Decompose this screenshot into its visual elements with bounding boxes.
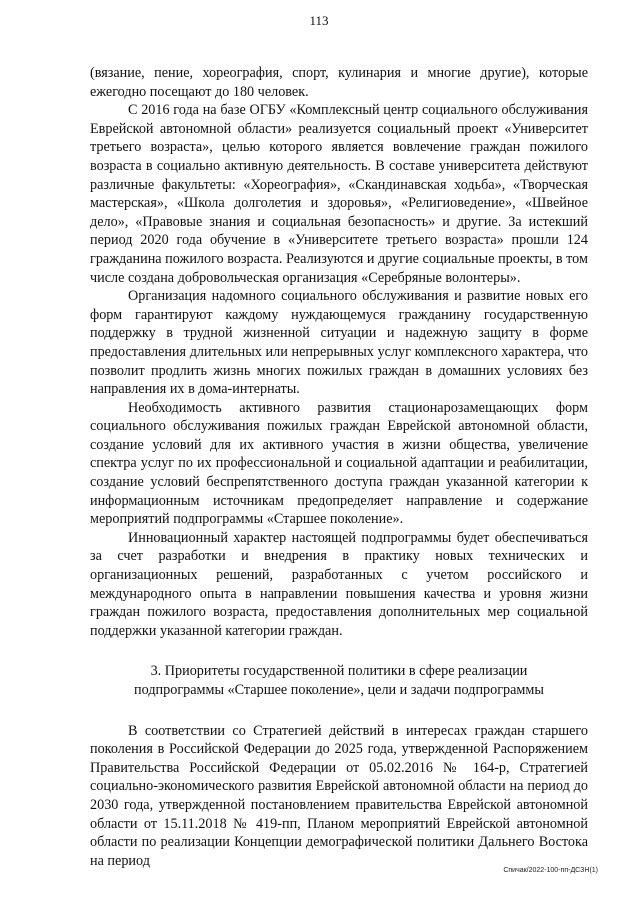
section-heading-line1: 3. Приоритеты государственной политики в сфере реализации bbox=[150, 663, 528, 680]
paragraph-continuation: (вязание, пение, хореография, спорт, кулинария и многие другие), которые ежегодно посещают до 180 человек. bbox=[90, 65, 588, 100]
document-body bbox=[90, 64, 588, 870]
paragraph-home-service: Организация надомного социального обслуживания и развитие новых его форм гарантируют каждому нуждающемуся гражданину государственную поддержку в трудной жизненной ситуации и надежную защиту в форме предоставления длительных или непрерывных услуг комплексного характера, что позволит продлить жизнь многих пожилых граждан в домашних условиях без направления их в дома-интернаты. bbox=[90, 288, 588, 398]
section-heading-line2: подпрограммы «Старшее поколение», цели и задачи подпрограммы bbox=[134, 682, 544, 698]
section-heading bbox=[90, 662, 588, 699]
page-number: 113 bbox=[309, 13, 329, 28]
paragraph-strategy: В соответствии со Стратегией действий в интересах граждан старшего поколения в Российской Федерации до 2025 года, утвержденной Распоряжением Правительства Российской Федерации от 05.02.2016 № 164-р, Стратегией социально-экономического развития Еврейской автономной области на период до 2030 года, утвержденной постановлением правительства Еврейской автономной области от 15.11.2018 № 419-пп, Планом мероприятий Еврейской автономной области по реализации Концепции демографической политики Дальнего Востока на период bbox=[90, 722, 588, 869]
footer-document-code: Спичак/2022-100-пп-ДСЗН(1) bbox=[503, 867, 598, 874]
paragraph-innovation: Инновационный характер настоящей подпрограммы будет обеспечиваться за счет разработки и внедрения в практику новых технических и организационных решений, разработанных с учетом российского и международного опыта в направлении повышения качества и уровня жизни граждан пожилого возраста, предоставления дополнительных мер социальной поддержки указанной категории граждан. bbox=[90, 529, 588, 639]
paragraph-university: С 2016 года на базе ОГБУ «Комплексный центр социального обслуживания Еврейской автономной области» реализуется социальный проект «Университет третьего возраста», целью которого является вовлечение граждан пожилого возраста в социально активную деятельность. В составе университета действуют различные факультеты: «Хореография», «Скандинавская ходьба», «Творческая мастерская», «Школа долголетия и здоровья», «Религиоведение», «Швейное дело», «Правовые знания и социальная безопасность» и другие. За истекший период 2020 года обучение в «Университете третьего возраста» прошли 124 гражданина пожилого возраста. Реализуются и другие социальные проекты, в том числе создана добровольческая организация «Серебряные волонтеры». bbox=[90, 102, 588, 286]
paragraph-inpatient-alternatives: Необходимость активного развития стационарозамещающих форм социального обслуживания пожилых граждан Еврейской автономной области, создание условий для их активного участия в жизни общества, увеличение спектра услуг по их профессиональной и социальной адаптации и реабилитации, создание условий беспрепятственного доступа граждан указанной категории к информационным источникам предопределяет направление и содержание мероприятий подпрограммы «Старшее поколение». bbox=[90, 399, 588, 528]
